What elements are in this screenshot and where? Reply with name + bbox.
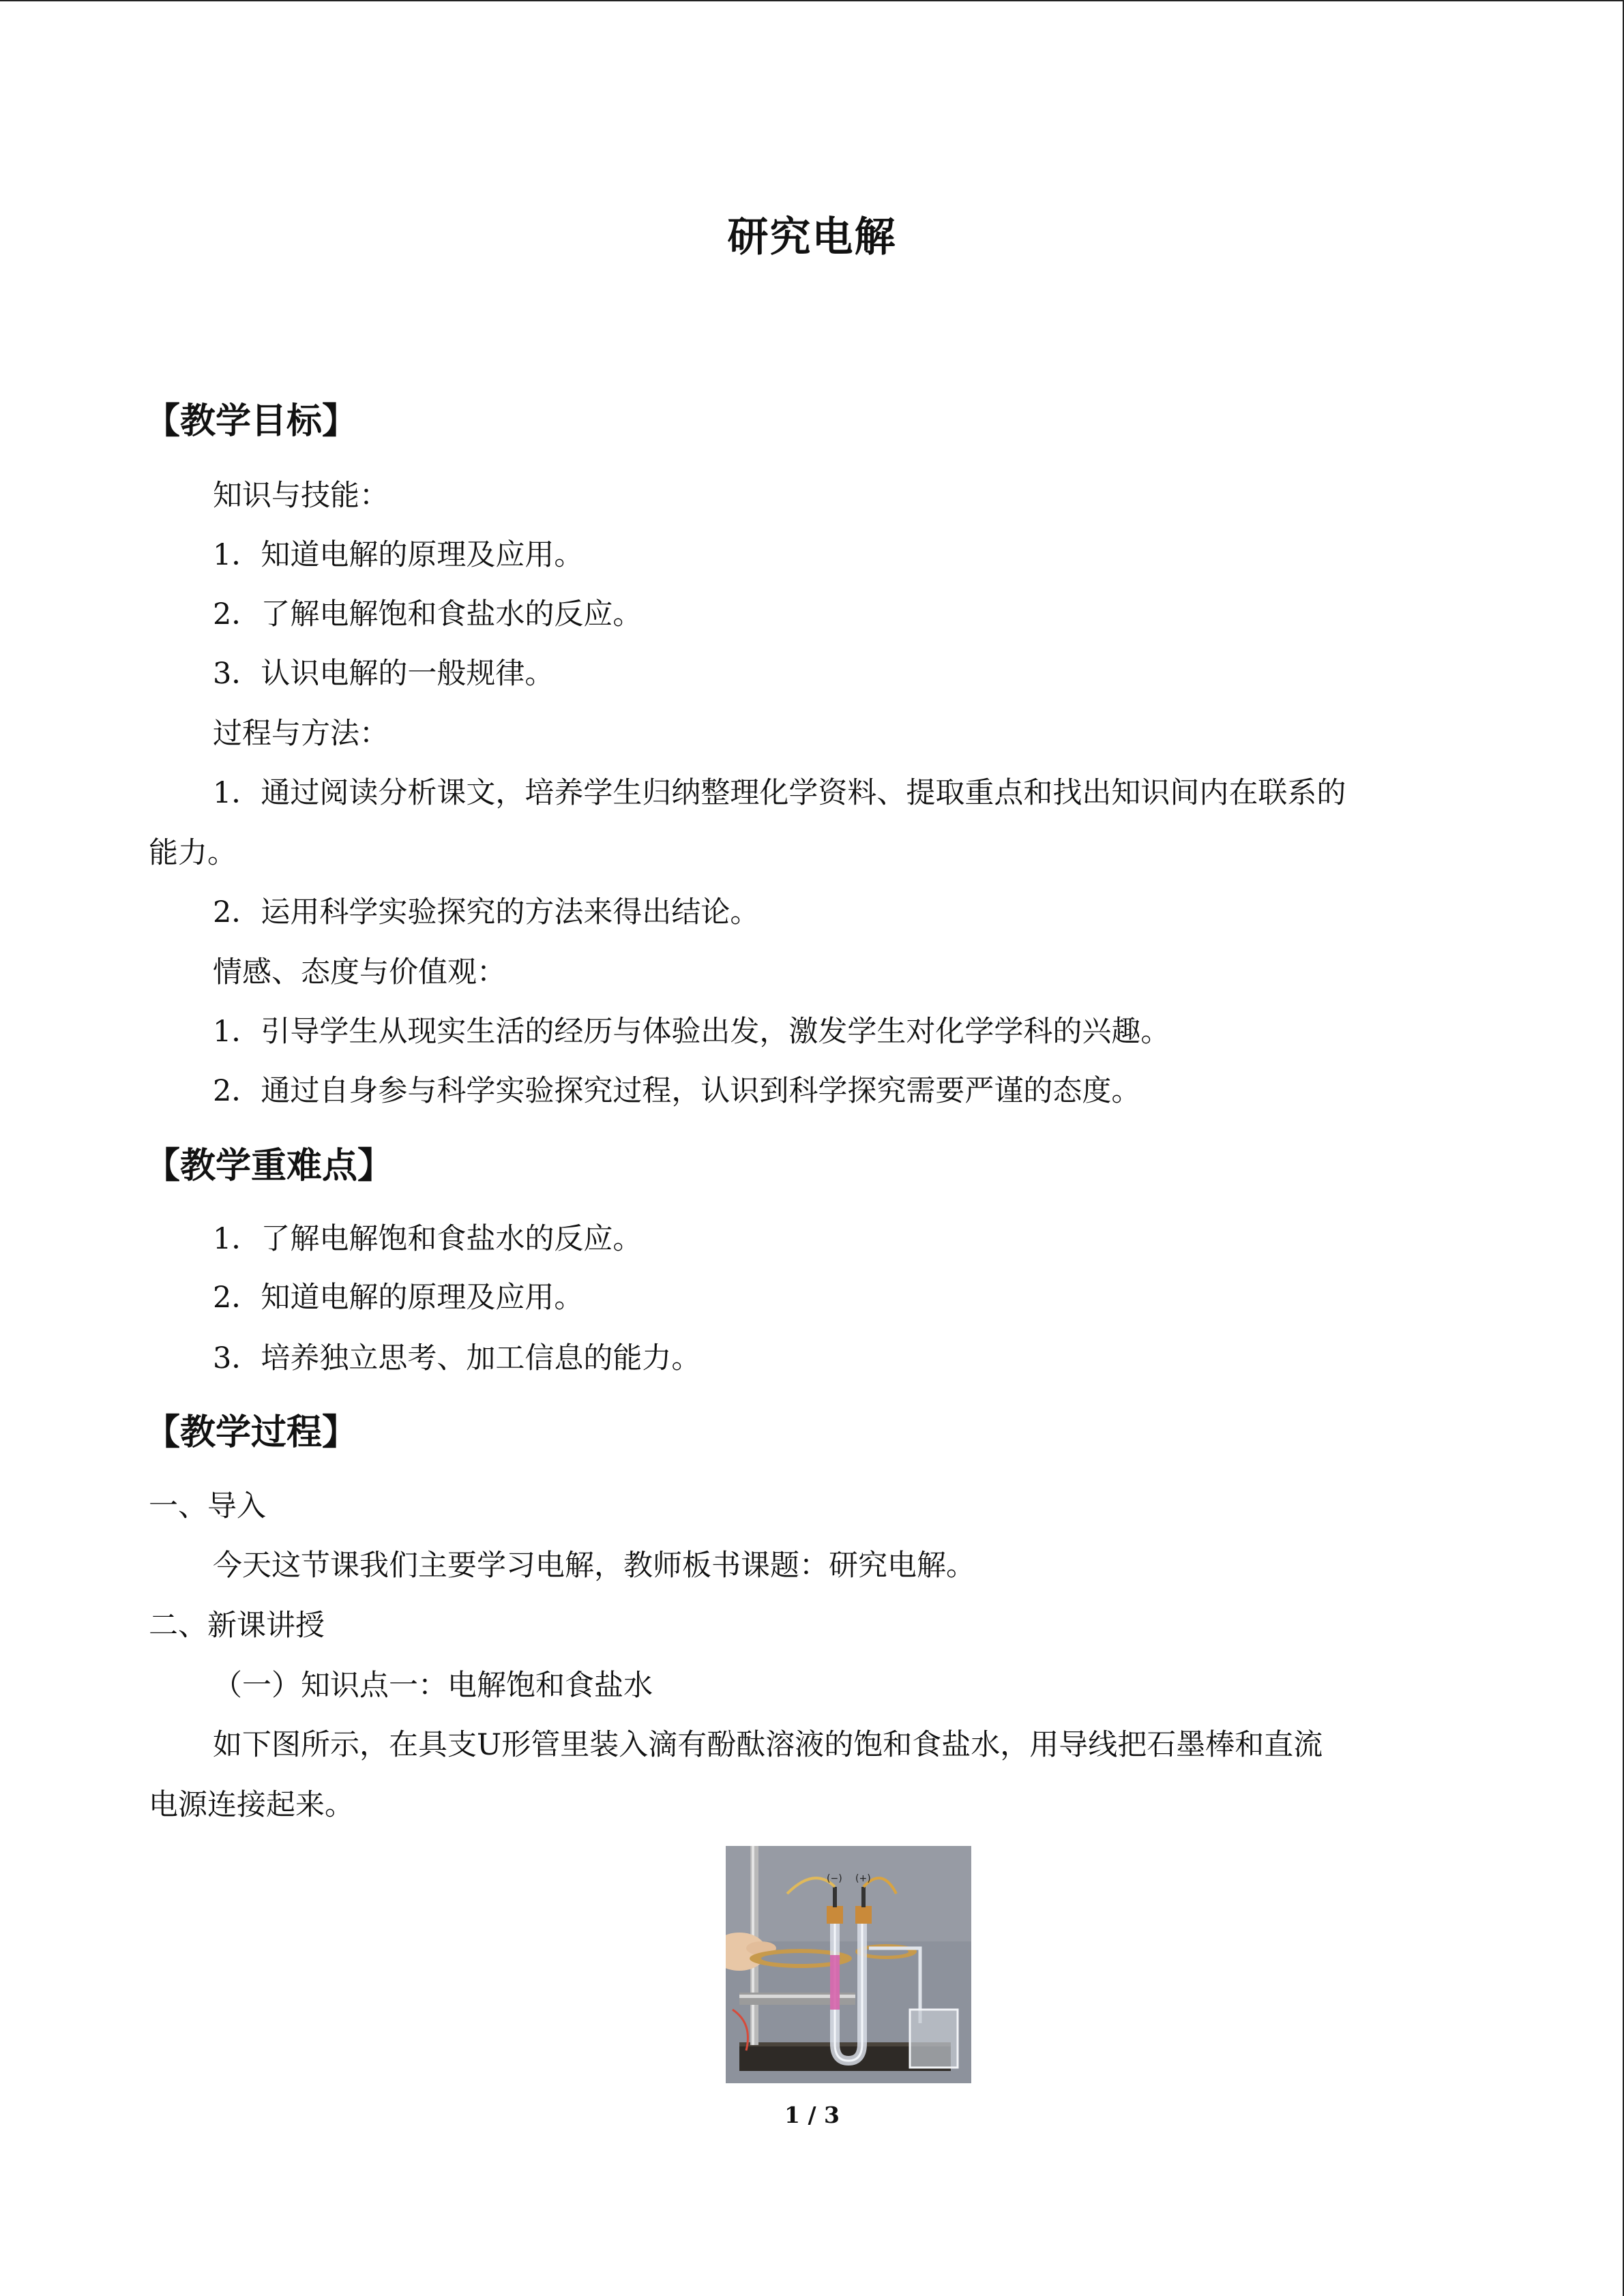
knowledge-label: 知识与技能： <box>213 479 389 513</box>
section-heading-goals: 【教学目标】 <box>145 401 358 442</box>
page-number: 1 / 3 <box>784 2102 840 2128</box>
cathode-label: (−) <box>827 1873 842 1884</box>
section-heading-process: 【教学过程】 <box>145 1412 358 1453</box>
process-item: 2．运用科学实验探究的方法来得出结论。 <box>213 895 760 929</box>
electrolysis-apparatus-figure <box>726 1846 971 2083</box>
intro-text: 今天这节课我们主要学习电解，教师板书课题：研究电解。 <box>213 1549 975 1583</box>
knowledge-item: 2．了解电解饱和食盐水的反应。 <box>213 597 643 631</box>
process-item-continuation: 能力。 <box>149 836 237 870</box>
anode-label: (+) <box>855 1873 871 1884</box>
knowledge-point-text-continuation: 电源连接起来。 <box>149 1788 354 1822</box>
section-heading-key-points: 【教学重难点】 <box>145 1146 394 1187</box>
emotion-label: 情感、态度与价值观： <box>213 955 506 989</box>
key-point-item: 2．知道电解的原理及应用。 <box>213 1281 584 1315</box>
key-point-item: 3．培养独立思考、加工信息的能力。 <box>213 1341 701 1375</box>
knowledge-item: 3．认识电解的一般规律。 <box>213 657 555 691</box>
knowledge-point-label: （一）知识点一：电解饱和食盐水 <box>213 1669 653 1703</box>
knowledge-item: 1．知道电解的原理及应用。 <box>213 538 584 572</box>
electrolysis-apparatus-illustration <box>726 1846 971 2083</box>
emotion-item: 2．通过自身参与科学实验探究过程，认识到科学探究需要严谨的态度。 <box>213 1074 1141 1108</box>
part-label-new-lesson: 二、新课讲授 <box>149 1609 325 1643</box>
part-label-intro: 一、导入 <box>149 1489 266 1523</box>
knowledge-point-text: 如下图所示，在具支U形管里装入滴有酚酞溶液的饱和食盐水，用导线把石墨棒和直流 <box>213 1728 1323 1762</box>
key-point-item: 1．了解电解饱和食盐水的反应。 <box>213 1222 643 1256</box>
emotion-item: 1．引导学生从现实生活的经历与体验出发，激发学生对化学学科的兴趣。 <box>213 1015 1170 1049</box>
page-title: 研究电解 <box>727 213 897 261</box>
process-item: 1．通过阅读分析课文，培养学生归纳整理化学资料、提取重点和找出知识间内在联系的 <box>213 776 1346 810</box>
process-label: 过程与方法： <box>213 717 389 751</box>
